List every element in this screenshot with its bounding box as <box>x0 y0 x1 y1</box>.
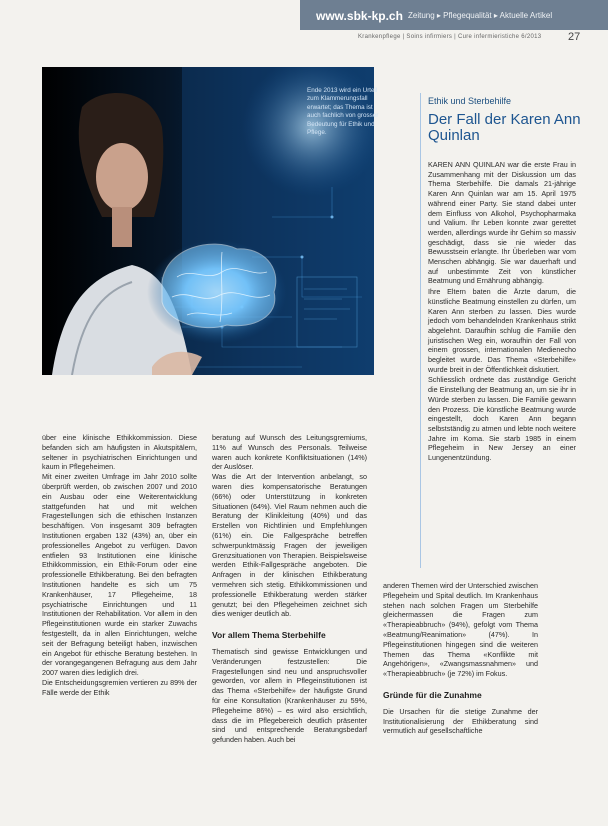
woman-figure <box>52 93 192 375</box>
paragraph: beratung auf Wunsch des Leitungsgremiums, 11% auf Wunsch des Personals. Teilweise waren auch konkrete Konfliktsituationen (14%) der Auslöser. <box>212 433 367 472</box>
paragraph: anderen Themen wird der Unterschied zwischen Pflegeheim und Spital deutlich. Im Krankenhaus stehen nach solchen Fragen um Sterbehilfe gleichermassen die Fragen zum «Therapieabbruch» (94%), gefolgt vom Thema «Beatmung/Reanimation» (47%). In Pflegeinstitutionen hingegen sind die weiteren Themen das Thema «Konflikte mit Angehörigen», «Zwangsmassnahmen» und «Therapieabbruch» (je 72%) im Fokus. <box>383 581 538 679</box>
sidebar-divider <box>420 93 421 568</box>
photo-caption: Ende 2013 wird ein Urteil zum Klammerungsfall erwartet; das Thema ist auch fachlich von grosser Bedeutung für Ethik und Pflege. <box>307 87 379 137</box>
sidebar-paragraph: Ihre Eltern baten die Ärzte darum, die künstliche Beatmung einstellen zu dürfen, um Karen Ann sterben zu lassen. Dies wurde jedoch vom behandelnden Krankenhaus strikt abgelehnt. Daraufhin schlug die Familie den juristischen Weg ein, woraufhin der Fall von einem grossen, internationalen Medienecho begleitet wurde. Das Thema «Sterbehilfe» wurde breit in der Öffentlichkeit diskutiert. <box>428 287 576 374</box>
paragraph: über eine klinische Ethikkommission. Diese befanden sich am häufigsten in Akutspitälern, seltener in psychiatrischen Einrichtungen und kaum in Pflegeheimen. <box>42 433 197 472</box>
page-number: 27 <box>568 31 581 43</box>
article-column-3 <box>383 581 538 736</box>
article-column-1 <box>42 433 197 698</box>
paragraph: Thematisch sind gewisse Entwicklungen und Veränderungen festzustellen: Die Fragestellungen sind neu und anspruchsvoller geworden, vor allem in Pflegeinstitutionen ist das Thema «Sterbehilfe» der häufigste Grund für eine Konsultation (Krankenhäuser zu 59%, Pflegeheime 86%) – es wird also ersichtlich, dass die im Pflegebereich deutlich präsenter sind und entsprechende Beratungsbedarf gefunden haben. Auch bei <box>212 646 367 745</box>
sidebar-title: Der Fall der Karen Ann Quinlan <box>428 111 581 144</box>
sidebar-paragraph: KAREN ANN QUINLAN war die erste Frau in Zusammenhang mit der Diskussion um das Thema Sterbehilfe. Die damals 21-jährige Karen Ann Quinlan war am 15. April 1975 während einer Party. Sie stand dabei unter dem Einfluss von Alkohol, Psychopharmaka und Valium. Ihr Leben konnte zwar gerettet werden, allerdings wurde ihr Gehirn so massiv geschädigt, dass sie nie wieder das Bewusstsein erlangte. Ihr Überleben war vom Menschen abhängig. Sie war dauerhaft und auf unbestimmte Zeit von künstlicher Beatmung und Ernährung abhängig. <box>428 160 576 286</box>
sidebar-kicker: Ethik und Sterbehilfe <box>428 96 512 106</box>
paragraph: Was die Art der Intervention anbelangt, so waren dies kompensatorische Beratungen (66%) oder Unterstützung in konkreten Situationen (64%). Viel Raum nehmen auch die Beratung der Klinikleitung (40%) und das Erstellen von Richtlinien und Empfehlungen (61%) ein. Die Fallgespräche betreffen schwerpunktmässig Fragen der jeweiligen Grenzsituationen von Therapien. Beispielsweise werden Ethik-Fallgespräche angeboten. Die Anfragen in der klinischen Ethikberatung vermehren sich stetig. Ethikkommissionen und professionelle Ethikberatung werden stärker genutzt; bei den Pflegeheimen zeichnet sich dies weniger deutlich ab. <box>212 472 367 619</box>
digital-brain <box>147 240 287 344</box>
header-bar <box>300 0 608 30</box>
paragraph: Die Entscheidungsgremien vertieren zu 89% der Fälle werde der Ethik <box>42 677 197 697</box>
breadcrumb[interactable]: Zeitung ▸ Pflegequalität ▸ Aktuelle Artikel <box>408 11 553 20</box>
site-url[interactable]: www.sbk-kp.ch <box>316 9 403 23</box>
sidebar-body <box>428 160 576 464</box>
paragraph: Mit einer zweiten Umfrage im Jahr 2010 sollte überprüft werden, ob zwischen 2007 und 2010 ein Ausbau oder eine Weiterentwicklung stattgefunden hat und mit welchen Fragestellungen sich die ethischen Instanzen beschäftigen. Von insgesamt 309 befragten Institutionen ergaben 132 (43%) an, über ein professionelles Angebot zu verfügen. Davon entfielen 93 Institutionen eine klinische Ethikkommission, ein Ethik-Forum oder eine professionelle Ethikberatung. Bei den befragten Institutionen handelte es sich um 75 Krankenhäuser, 17 Pflegeheime, 18 psychiatrische Einrichtungen und 11 Institutionen der Rehabilitation. Vor allem in den Pflegeinstitutionen wurde ein starker Zuwachs festgestellt, da in allen Einrichtungen, welche seit der Befragung beteiligt haben, inzwischen ein Angebot für ethische Beratung bestehen. In der vorangegangenen Befragung aus dem Jahr 2007 waren dies lediglich drei. <box>42 472 197 678</box>
paragraph: Die Ursachen für die stetige Zunahme der Institutionalisierung der Ethikberatung sind vermutlich auf gesellschaftliche <box>383 706 538 736</box>
article-column-2 <box>212 433 367 745</box>
subheading: Gründe für die Zunahme <box>383 689 482 700</box>
subheading: Vor allem Thema Sterbehilfe <box>212 630 326 641</box>
sidebar-paragraph: Schliesslich ordnete das zuständige Gericht die Einstellung der Beatmung an, um sie ihr in Würde sterben zu lassen. Die Familie gewann den Prozess. Die künstliche Beatmung wurde eingestellt, doch Karen Ann begann selbstständig zu atmen und lebte noch weitere Jahre im Koma. Sie starb 1985 in einem Pflegeheim in New Jersey an einer Lungenentzündung. <box>428 375 576 463</box>
issue-meta: Krankenpflege | Soins infirmiers | Cure infermieristiche 6/2013 <box>358 34 542 40</box>
